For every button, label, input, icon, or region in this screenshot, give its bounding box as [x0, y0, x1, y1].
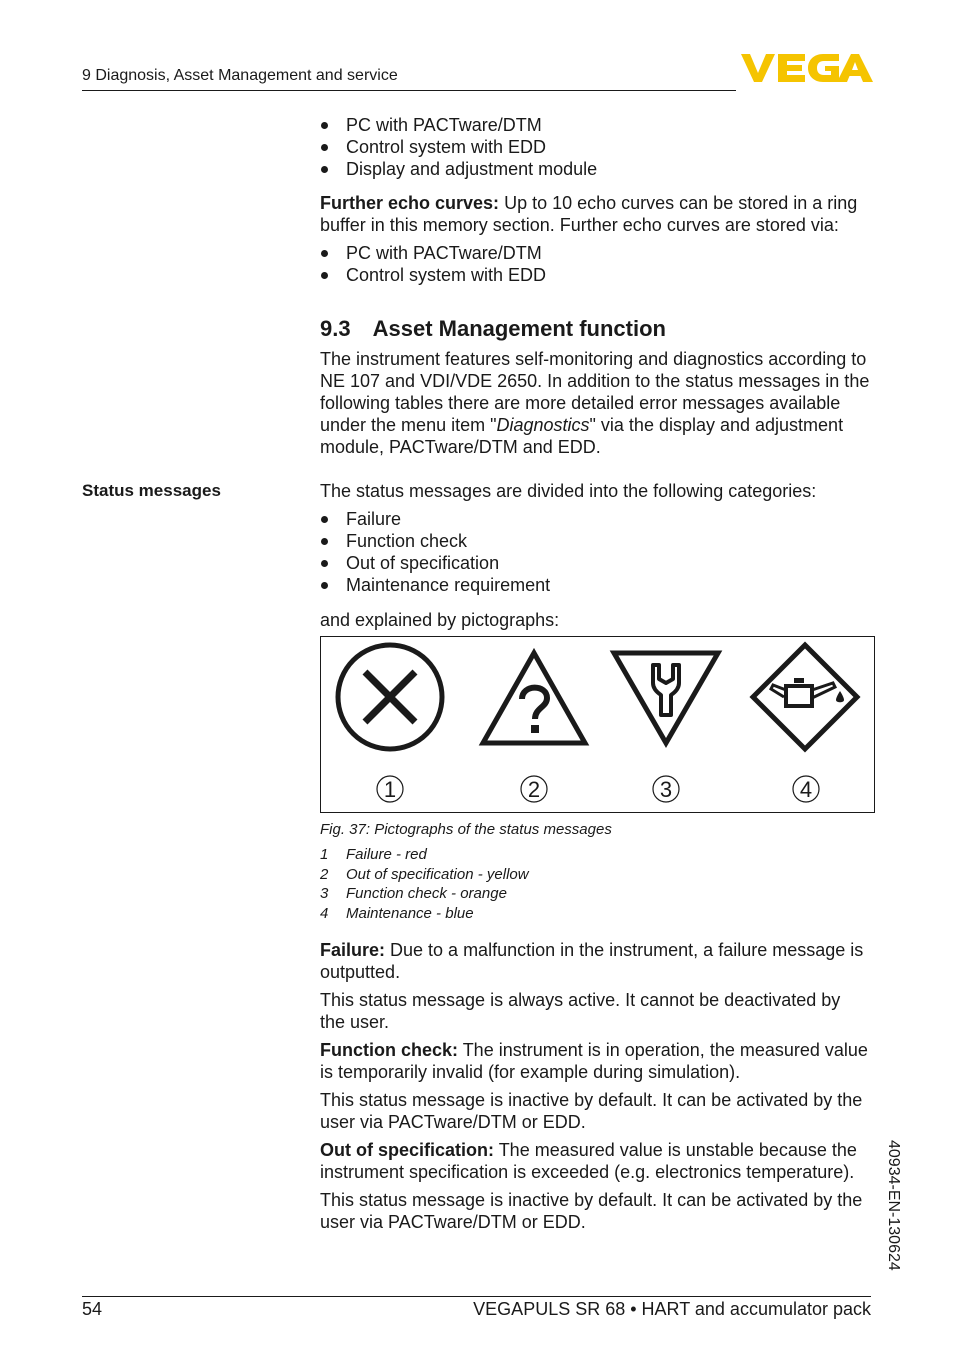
list-item: Control system with EDD	[320, 264, 860, 286]
status-intro: The status messages are divided into the following categories:	[320, 481, 817, 501]
list-item: Maintenance requirement	[320, 574, 860, 596]
figure-number-4	[793, 776, 819, 802]
vega-logo	[741, 52, 873, 84]
page-number: 54	[82, 1299, 103, 1319]
oil-can-diamond-icon	[753, 645, 857, 749]
further-echo-text: Up to 10 echo curves can be stored in a ring buffer in this memory section. Further echo curves are stored via:	[320, 193, 858, 235]
failure-label: Failure:	[320, 940, 386, 960]
running-header: 9 Diagnosis, Asset Management and service	[82, 67, 398, 84]
section-intro-paragraph: The instrument features self-monitoring and diagnostics according to NE 107 and VDI/VDE 2650. In addition to the status messages in the following tables there are more detailed error messages available under the menu item "Diagnostics" via the display and adjustment module, PACTware/DTM and EDD.	[320, 349, 870, 457]
svg-text:4: 4	[799, 777, 813, 802]
intro-list	[320, 114, 860, 180]
footer-product-name: VEGAPULS SR 68 • HART and accumulator pack	[473, 1299, 871, 1319]
wrench-triangle-icon	[614, 653, 718, 743]
list-item: Display and adjustment module	[320, 158, 860, 180]
pictograph-figure	[320, 636, 875, 813]
section-heading	[320, 316, 666, 342]
figure-caption: Fig. 37: Pictographs of the status messages	[320, 821, 612, 838]
pictographs-intro: and explained by pictographs:	[320, 610, 560, 630]
figure-legend	[320, 845, 529, 923]
list-item: Out of specification	[320, 552, 860, 574]
svg-text:2: 2	[527, 777, 541, 802]
section-number: 9.3	[320, 316, 351, 341]
list-item: Function check	[320, 530, 860, 552]
legend-item: 4 Maintenance - blue	[320, 904, 474, 922]
legend-item: 2 Out of specification - yellow	[320, 865, 529, 883]
out-of-spec-label: Out of specification:	[320, 1140, 495, 1160]
figure-number-2	[521, 776, 547, 802]
header-divider	[82, 90, 736, 91]
further-echo-label: Further echo curves:	[320, 193, 500, 213]
figure-number-1	[377, 776, 403, 802]
pictograph-canvas	[321, 637, 874, 812]
further-echo-paragraph	[320, 192, 868, 236]
svg-text:3: 3	[659, 777, 673, 802]
failure-note: This status message is always active. It cannot be deactivated by the user.	[320, 990, 841, 1032]
list-item: Failure	[320, 508, 860, 530]
function-check-paragraph: Function check: The instrument is in operation, the measured value is temporarily invalid (for example during simulation).	[320, 1040, 868, 1082]
out-of-spec-paragraph: Out of specification: The measured value is unstable because the instrument specification is exceeded (e.g. electronics temperature).	[320, 1140, 857, 1182]
failure-paragraph: Failure: Due to a malfunction in the instrument, a failure message is outputted.	[320, 940, 864, 982]
svg-text:1: 1	[383, 777, 397, 802]
list-item: Control system with EDD	[320, 136, 860, 158]
legend-item: 3 Function check - orange	[320, 885, 507, 902]
function-check-note: This status message is inactive by default. It can be activated by the user via PACTware/DTM or EDD.	[320, 1090, 863, 1132]
further-echo-list	[320, 242, 860, 286]
legend-item: 1 Failure - red	[320, 846, 427, 863]
question-triangle-icon	[483, 653, 585, 743]
diagnostics-menu-item: Diagnostics	[496, 415, 590, 435]
list-item: PC with PACTware/DTM	[320, 242, 860, 264]
document-code: 40934-EN-130624	[885, 1140, 902, 1271]
out-of-spec-note: This status message is inactive by default. It can be activated by the user via PACTware/DTM or EDD.	[320, 1190, 863, 1232]
figure-number-3	[653, 776, 679, 802]
list-item: PC with PACTware/DTM	[320, 114, 860, 136]
footer-divider	[82, 1296, 871, 1297]
sidebar-label-status-messages: Status messages	[82, 481, 221, 500]
section-title: Asset Management function	[372, 316, 666, 341]
status-category-list	[320, 508, 860, 596]
function-check-label: Function check:	[320, 1040, 459, 1060]
failure-cross-icon	[338, 645, 442, 749]
